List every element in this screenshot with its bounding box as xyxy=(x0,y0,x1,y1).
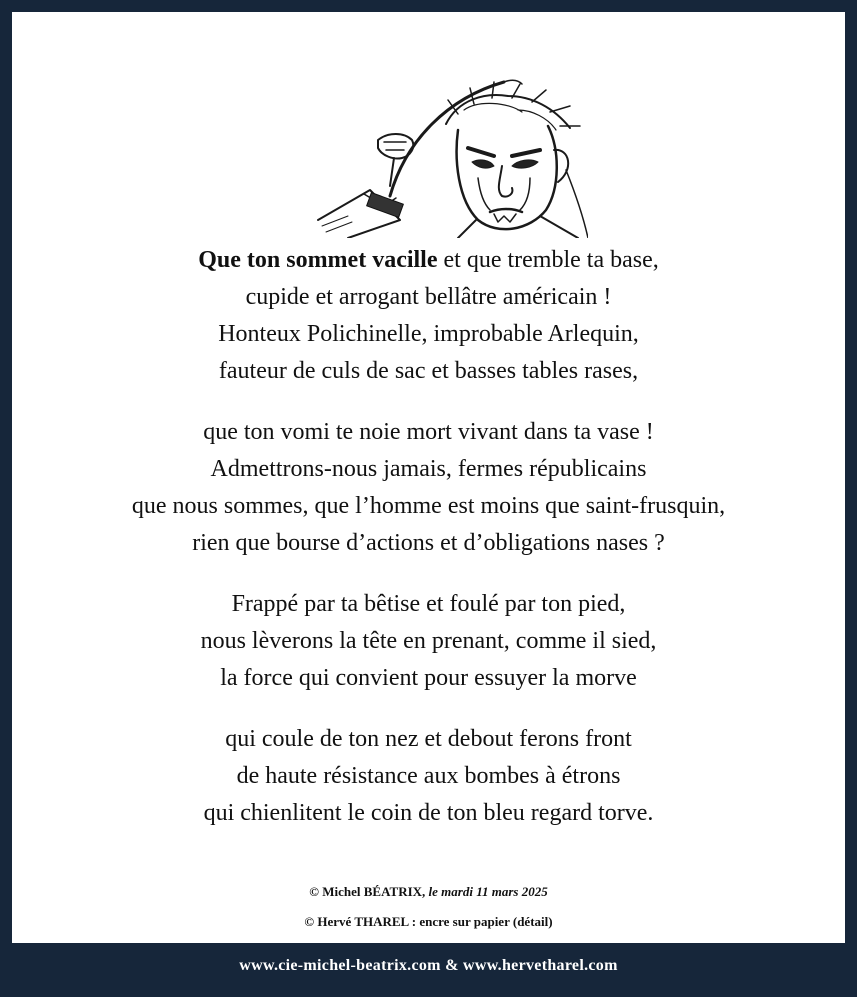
poem-line: de haute résistance aux bombes à étrons xyxy=(236,763,621,789)
poem-line-bold-opening: Que ton sommet vacille xyxy=(198,247,438,273)
poem-line: que ton vomi te noie mort vivant dans ta vase ! xyxy=(203,419,654,445)
poem-line: Honteux Polichinelle, improbable Arlequin, xyxy=(218,321,639,347)
poem-card xyxy=(12,12,845,943)
author-name: © Michel BÉATRIX, xyxy=(309,884,429,899)
poem-line: cupide et arrogant bellâtre américain ! xyxy=(245,284,612,310)
poem-line: qui coule de ton nez et debout ferons front xyxy=(225,726,632,752)
poem-line: nous lèverons la tête en prenant, comme il sied, xyxy=(200,628,657,654)
poem-line: qui chienlitent le coin de ton bleu regard torve. xyxy=(203,800,654,826)
stanza-2 xyxy=(12,414,845,562)
poem-line: fauteur de culs de sac et basses tables rases, xyxy=(218,358,639,384)
author-credit xyxy=(12,877,845,907)
poem-line xyxy=(12,242,845,279)
poem-line-rest: et que tremble ta base, xyxy=(437,247,659,273)
poem-line: rien que bourse d’actions et d’obligations nases ? xyxy=(192,530,665,556)
ink-caricature-drawing-icon xyxy=(308,70,588,238)
poem-line: Admettrons-nous jamais, fermes républicains xyxy=(210,456,647,482)
footer-links[interactable]: www.cie-michel-beatrix.com & www.hervetharel.com xyxy=(239,957,618,974)
poem-line: que nous sommes, que l’homme est moins que saint-frusquin, xyxy=(131,493,726,519)
credits xyxy=(12,877,845,937)
stanza-1 xyxy=(12,242,845,390)
stanza-3 xyxy=(12,586,845,697)
poem-line: Frappé par ta bêtise et foulé par ton pied, xyxy=(231,591,626,617)
poem-line: la force qui convient pour essuyer la morve xyxy=(220,665,637,691)
poem xyxy=(12,242,845,856)
stanza-4 xyxy=(12,721,845,832)
illustration-credit: © Hervé THAREL : encre sur papier (détail) xyxy=(304,914,553,929)
author-date: le mardi 11 mars 2025 xyxy=(428,884,548,899)
